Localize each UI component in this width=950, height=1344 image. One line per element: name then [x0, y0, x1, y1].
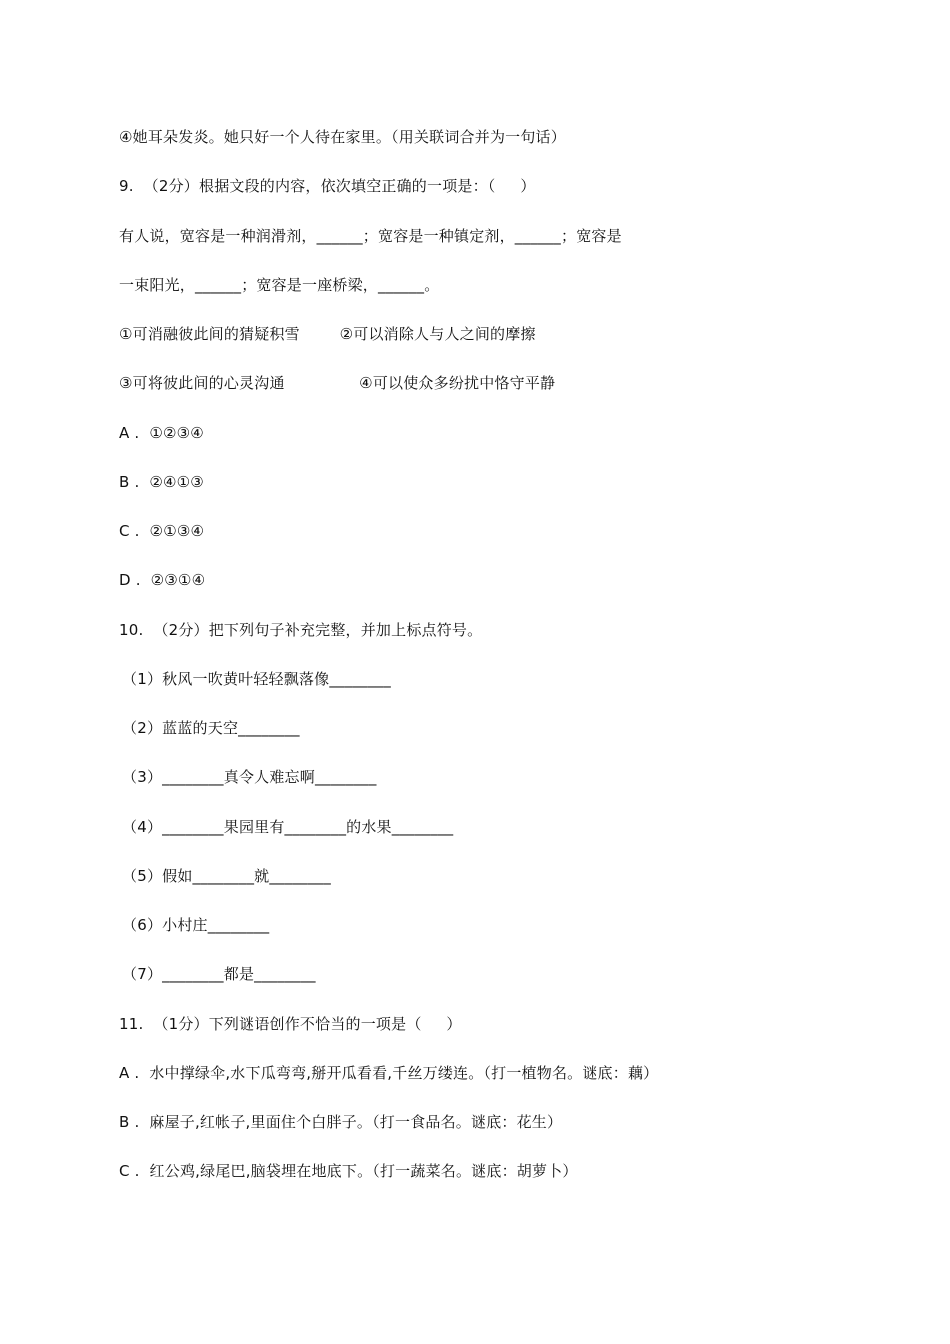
q10-item-2: （2）蓝蓝的天空________ [122, 719, 300, 737]
q9-passage-line-2: 一束阳光，______；宽容是一座桥梁，______。 [119, 276, 440, 294]
q10-item-7: （7）________都是________ [122, 965, 316, 983]
q11-option-c: C . 红公鸡,绿尾巴,脑袋埋在地底下。（打一蔬菜名。谜底：胡萝卜） [119, 1162, 578, 1180]
q8-item-4: ④她耳朵发炎。她只好一个人待在家里。（用关联词合并为一句话） [119, 128, 566, 146]
q9-passage-line-1: 有人说，宽容是一种润滑剂，______；宽容是一种镇定剂，______；宽容是 [119, 227, 622, 245]
q11-stem: 11. （1分）下列谜语创作不恰当的一项是（ ） [119, 1015, 462, 1033]
q9-choices-row-1: ①可消融彼此间的猜疑积雪 ②可以消除人与人之间的摩擦 [119, 325, 536, 343]
q9-option-b: B . ②④①③ [119, 473, 204, 491]
q9-option-a: A . ①②③④ [119, 424, 204, 442]
q10-item-1: （1）秋风一吹黄叶轻轻飘落像________ [122, 670, 391, 688]
q10-item-3: （3）________真令人难忘啊________ [122, 768, 377, 786]
q9-stem: 9. （2分）根据文段的内容，依次填空正确的一项是：（ ） [119, 177, 536, 195]
q10-item-6: （6）小村庄________ [122, 916, 270, 934]
q9-choices-row-2: ③可将彼此间的心灵沟通 ④可以使众多纷扰中恪守平静 [119, 374, 556, 392]
q10-item-5: （5）假如________就________ [122, 867, 331, 885]
q11-option-a: A . 水中撑绿伞,水下瓜弯弯,掰开瓜看看,千丝万缕连。（打一植物名。谜底：藕） [119, 1064, 659, 1082]
q9-option-c: C . ②①③④ [119, 522, 205, 540]
q9-option-d: D . ②③①④ [119, 571, 206, 589]
q10-item-4: （4）________果园里有________的水果________ [122, 818, 454, 836]
q10-stem: 10. （2分）把下列句子补充完整，并加上标点符号。 [119, 621, 483, 639]
q11-option-b: B . 麻屋子,红帐子,里面住个白胖子。（打一食品名。谜底：花生） [119, 1113, 563, 1131]
